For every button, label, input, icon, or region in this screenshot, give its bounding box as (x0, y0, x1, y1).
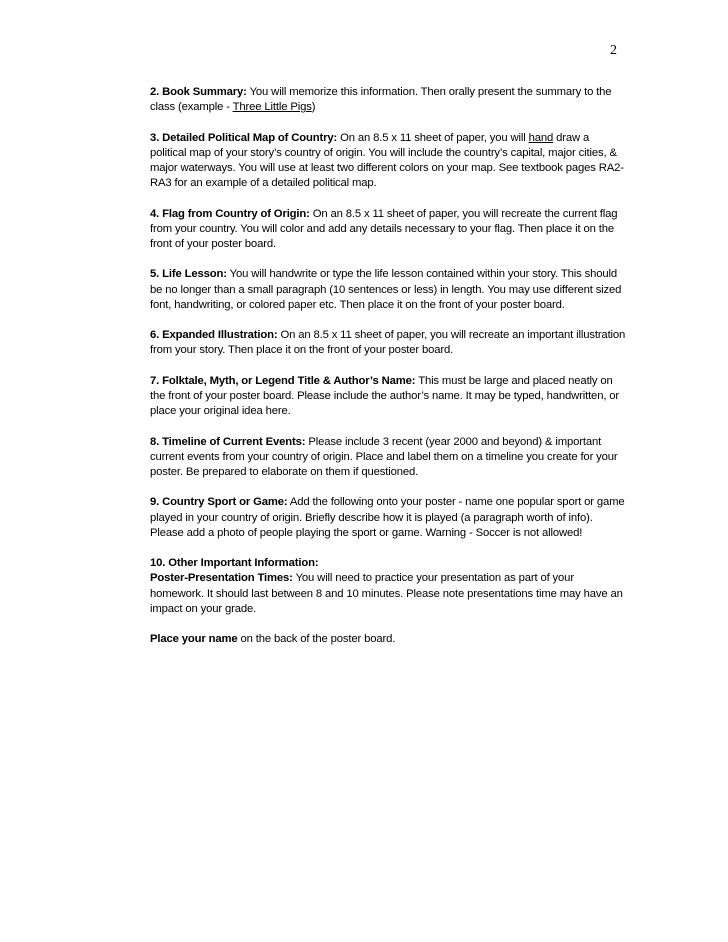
item-heading: 10. Other Important Information: (150, 557, 319, 570)
item-life-lesson (150, 267, 626, 313)
item-text: You will need to practice your presentation as part of your homework. It should last between 8 and 10 minutes. Please note presentations time may have an impact on your grade. (150, 572, 623, 615)
item-place-name (150, 632, 626, 647)
item-sport-game (150, 495, 626, 541)
item-heading: 5. Life Lesson: (150, 268, 227, 281)
item-heading: 2. Book Summary: (150, 86, 247, 98)
item-text: On an 8.5 x 11 sheet of paper, you will (337, 131, 529, 144)
item-text: on the back of the poster board. (237, 633, 396, 646)
emphasis-hand: hand (528, 131, 554, 144)
item-text: You will memorize this information. Then orally present the summary to the class (example - (150, 86, 612, 114)
item-political-map (150, 131, 626, 192)
example-title: Three Little Pigs (232, 101, 312, 114)
item-flag (150, 207, 626, 253)
item-text: draw a political map of your story’s country of origin. You will include the country’s capital, major cities, & major waterways. You will use at least two different colors on your map. See textbook pages RA2-RA3 for an example of a detailed political map. (150, 131, 624, 190)
item-heading: 9. Country Sport or Game: (150, 496, 288, 509)
item-timeline (150, 435, 626, 481)
item-text: ) (311, 101, 316, 114)
item-heading: 7. Folktale, Myth, or Legend Title & Author’s Name: (150, 374, 416, 387)
assignment-content (150, 85, 626, 663)
item-book-summary (150, 85, 626, 115)
item-heading: 4. Flag from Country of Origin: (150, 207, 310, 220)
item-expanded-illustration (150, 328, 626, 358)
item-text: On an 8.5 x 11 sheet of paper, you will recreate an important illustration from your story. Then place it on the front of your poster board. (150, 329, 626, 357)
item-text: On an 8.5 x 11 sheet of paper, you will recreate the current flag from your country. You will color and add any details necessary to your flag. Then place it on the front of your poster board. (150, 207, 618, 250)
item-heading: Place your name (150, 633, 238, 646)
item-subheading: Poster-Presentation Times: (150, 572, 293, 585)
item-title-author (150, 374, 626, 420)
item-text: Add the following onto your poster - name one popular sport or game played in your country of origin. Briefly describe how it is played (a paragraph worth of info). Please add a photo of people playing the sport or game. Warning - Soccer is not allowed! (150, 496, 625, 539)
item-heading: 3. Detailed Political Map of Country: (150, 131, 338, 144)
item-other-info (150, 556, 626, 617)
page-number: 2 (610, 43, 617, 58)
item-heading: 8. Timeline of Current Events: (150, 435, 306, 448)
item-heading: 6. Expanded Illustration: (150, 329, 278, 342)
item-text: This must be large and placed neatly on the front of your poster board. Please include the author’s name. It may be typed, handwritten, or place your original idea here. (150, 374, 620, 418)
item-text: Please include 3 recent (year 2000 and beyond) & important current events from your country of origin. Place and label them on a timeline you create for your poster. Be prepared to elaborate on them if questioned. (150, 435, 618, 478)
item-text: You will handwrite or type the life lesson contained within your story. This should be no longer than a small paragraph (10 sentences or less) in length. You may use different sized font, handwriting, or colored paper etc. Then place it on the front of your poster board. (150, 268, 622, 311)
